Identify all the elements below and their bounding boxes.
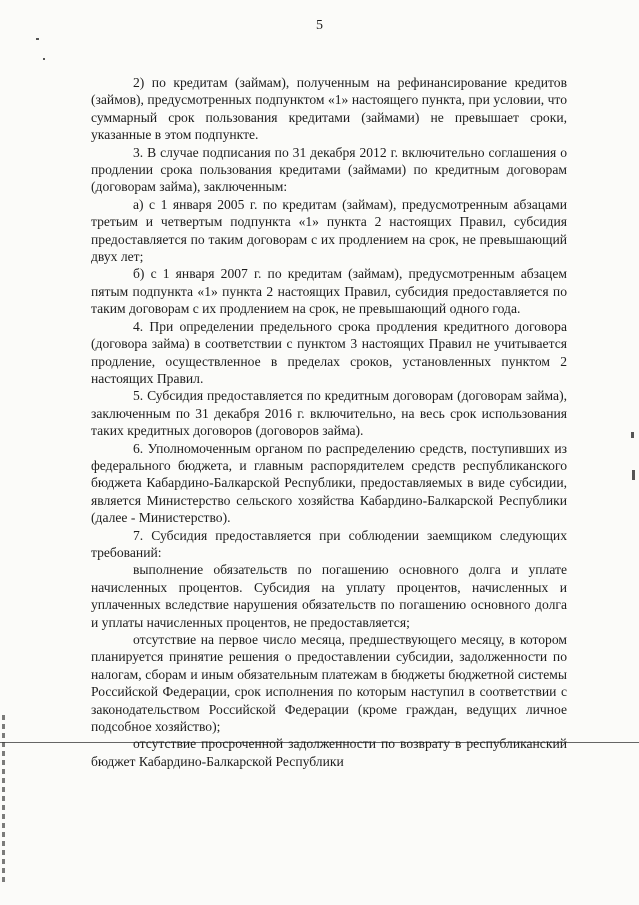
paragraph-refinancing: 2) по кредитам (займам), полученным на рефинансирование кредитов (займов), предусмотренных подпунктом «1» настоящего пункта, при условии, что суммарный срок пользования кредитами (займами) не превышает сроки, указанные в этом подпункте. bbox=[91, 75, 567, 143]
document-body bbox=[91, 74, 567, 770]
paragraph-item-4: 4. При определении предельного срока продления кредитного договора (договора займа) в соответствии с пунктом 3 настоящих Правил не учитывается продление, осуществленное в пределах сроков, установленных пунктом 2 настоящих Правил. bbox=[91, 318, 567, 386]
paragraph-requirement-tax-debt: отсутствие на первое число месяца, предшествующего месяцу, в котором планируется принятие решения о предоставлении субсидии, задолженности по налогам, сборам и иным обязательным платежам в бюджеты бюджетной системы Российской Федерации, срок исполнения по которым наступил в соответствии с законодательством Российской Федерации (кроме граждан, ведущих личное подсобное хозяйство); bbox=[91, 632, 567, 735]
paragraph-item-7: 7. Субсидия предоставляется при соблюдении заемщиком следующих требований: bbox=[91, 527, 567, 560]
paragraph-item-3a: а) с 1 января 2005 г. по кредитам (займам), предусмотренным абзацами третьим и четвертым подпункта «1» пункта 2 настоящих Правил, субсидия предоставляется по таким договорам с их продлением на срок, не превышающий двух лет; bbox=[91, 196, 567, 265]
scan-edge-strip bbox=[2, 715, 5, 885]
page-number: 5 bbox=[316, 18, 323, 33]
paragraph-item-5: 5. Субсидия предоставляется по кредитным договорам (договорам займа), заключенным по 31 декабря 2016 г. включительно, на весь срок использования таких кредитных договоров (договоров займа). bbox=[91, 388, 567, 439]
scan-speck bbox=[36, 38, 39, 40]
paragraph-requirement-overdue-debt: отсутствие просроченной задолженности по возврату в республиканский бюджет Кабардино-Балкарской Республики bbox=[91, 736, 567, 769]
scan-speck bbox=[632, 470, 635, 480]
paragraph-item-3b: б) с 1 января 2007 г. по кредитам (займам), предусмотренным абзацем пятым подпункта «1» пункта 2 настоящих Правил, субсидия предоставляется по таким договорам с их продлением на срок, не превышающий одного года. bbox=[91, 266, 567, 317]
paragraph-requirement-obligations: выполнение обязательств по погашению основного долга и уплате начисленных процентов. Субсидия на уплату процентов, начисленных и уплаченных вследствие нарушения обязательств по погашению основного долга и уплаты начисленных процентов, не предоставляется; bbox=[91, 562, 567, 630]
scan-speck bbox=[43, 58, 45, 60]
scan-speck bbox=[631, 432, 634, 438]
paragraph-item-3: 3. В случае подписания по 31 декабря 2012 г. включительно соглашения о продлении срока пользования кредитами (займами) по кредитным договорам (договорам займа), заключенным: bbox=[91, 144, 567, 195]
paragraph-item-6: 6. Уполномоченным органом по распределению средств, поступивших из федерального бюджета, и главным распорядителем средств республиканского бюджета Кабардино-Балкарской Республики, предоставляемых в виде субсидии, является Министерство сельского хозяйства Кабардино-Балкарской Республики (далее - Министерство). bbox=[91, 440, 567, 526]
